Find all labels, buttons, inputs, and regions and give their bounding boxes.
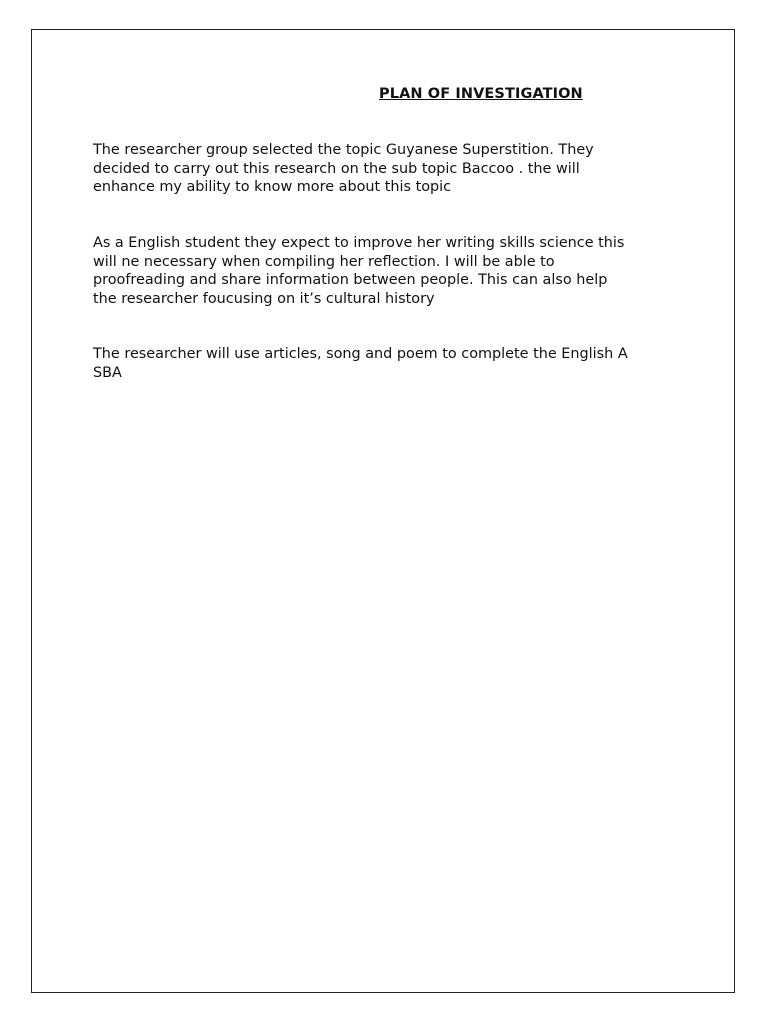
paragraph-line: proofreading and share information between people. This can also help	[93, 272, 608, 288]
paragraph-skills	[93, 234, 683, 308]
document-title: PLAN OF INVESTIGATION	[379, 86, 583, 102]
paragraph-line: As a English student they expect to improve her writing skills science this	[93, 235, 625, 251]
paragraph-topic	[93, 141, 683, 197]
paragraph-line: SBA	[93, 364, 122, 381]
paragraph-line: The researcher will use articles, song and poem to complete the English A	[93, 346, 628, 362]
paragraph-line: will ne necessary when compiling her reflection. I will be able to	[93, 253, 555, 270]
paragraph-sources	[93, 345, 683, 382]
paragraph-line: enhance my ability to know more about this topic	[93, 179, 452, 195]
paragraph-line: The researcher group selected the topic Guyanese Superstition. They	[93, 142, 594, 158]
paragraph-line: the researcher foucusing on it’s cultural history	[93, 290, 435, 307]
paragraph-line: decided to carry out this research on the sub topic Baccoo . the will	[93, 160, 580, 177]
